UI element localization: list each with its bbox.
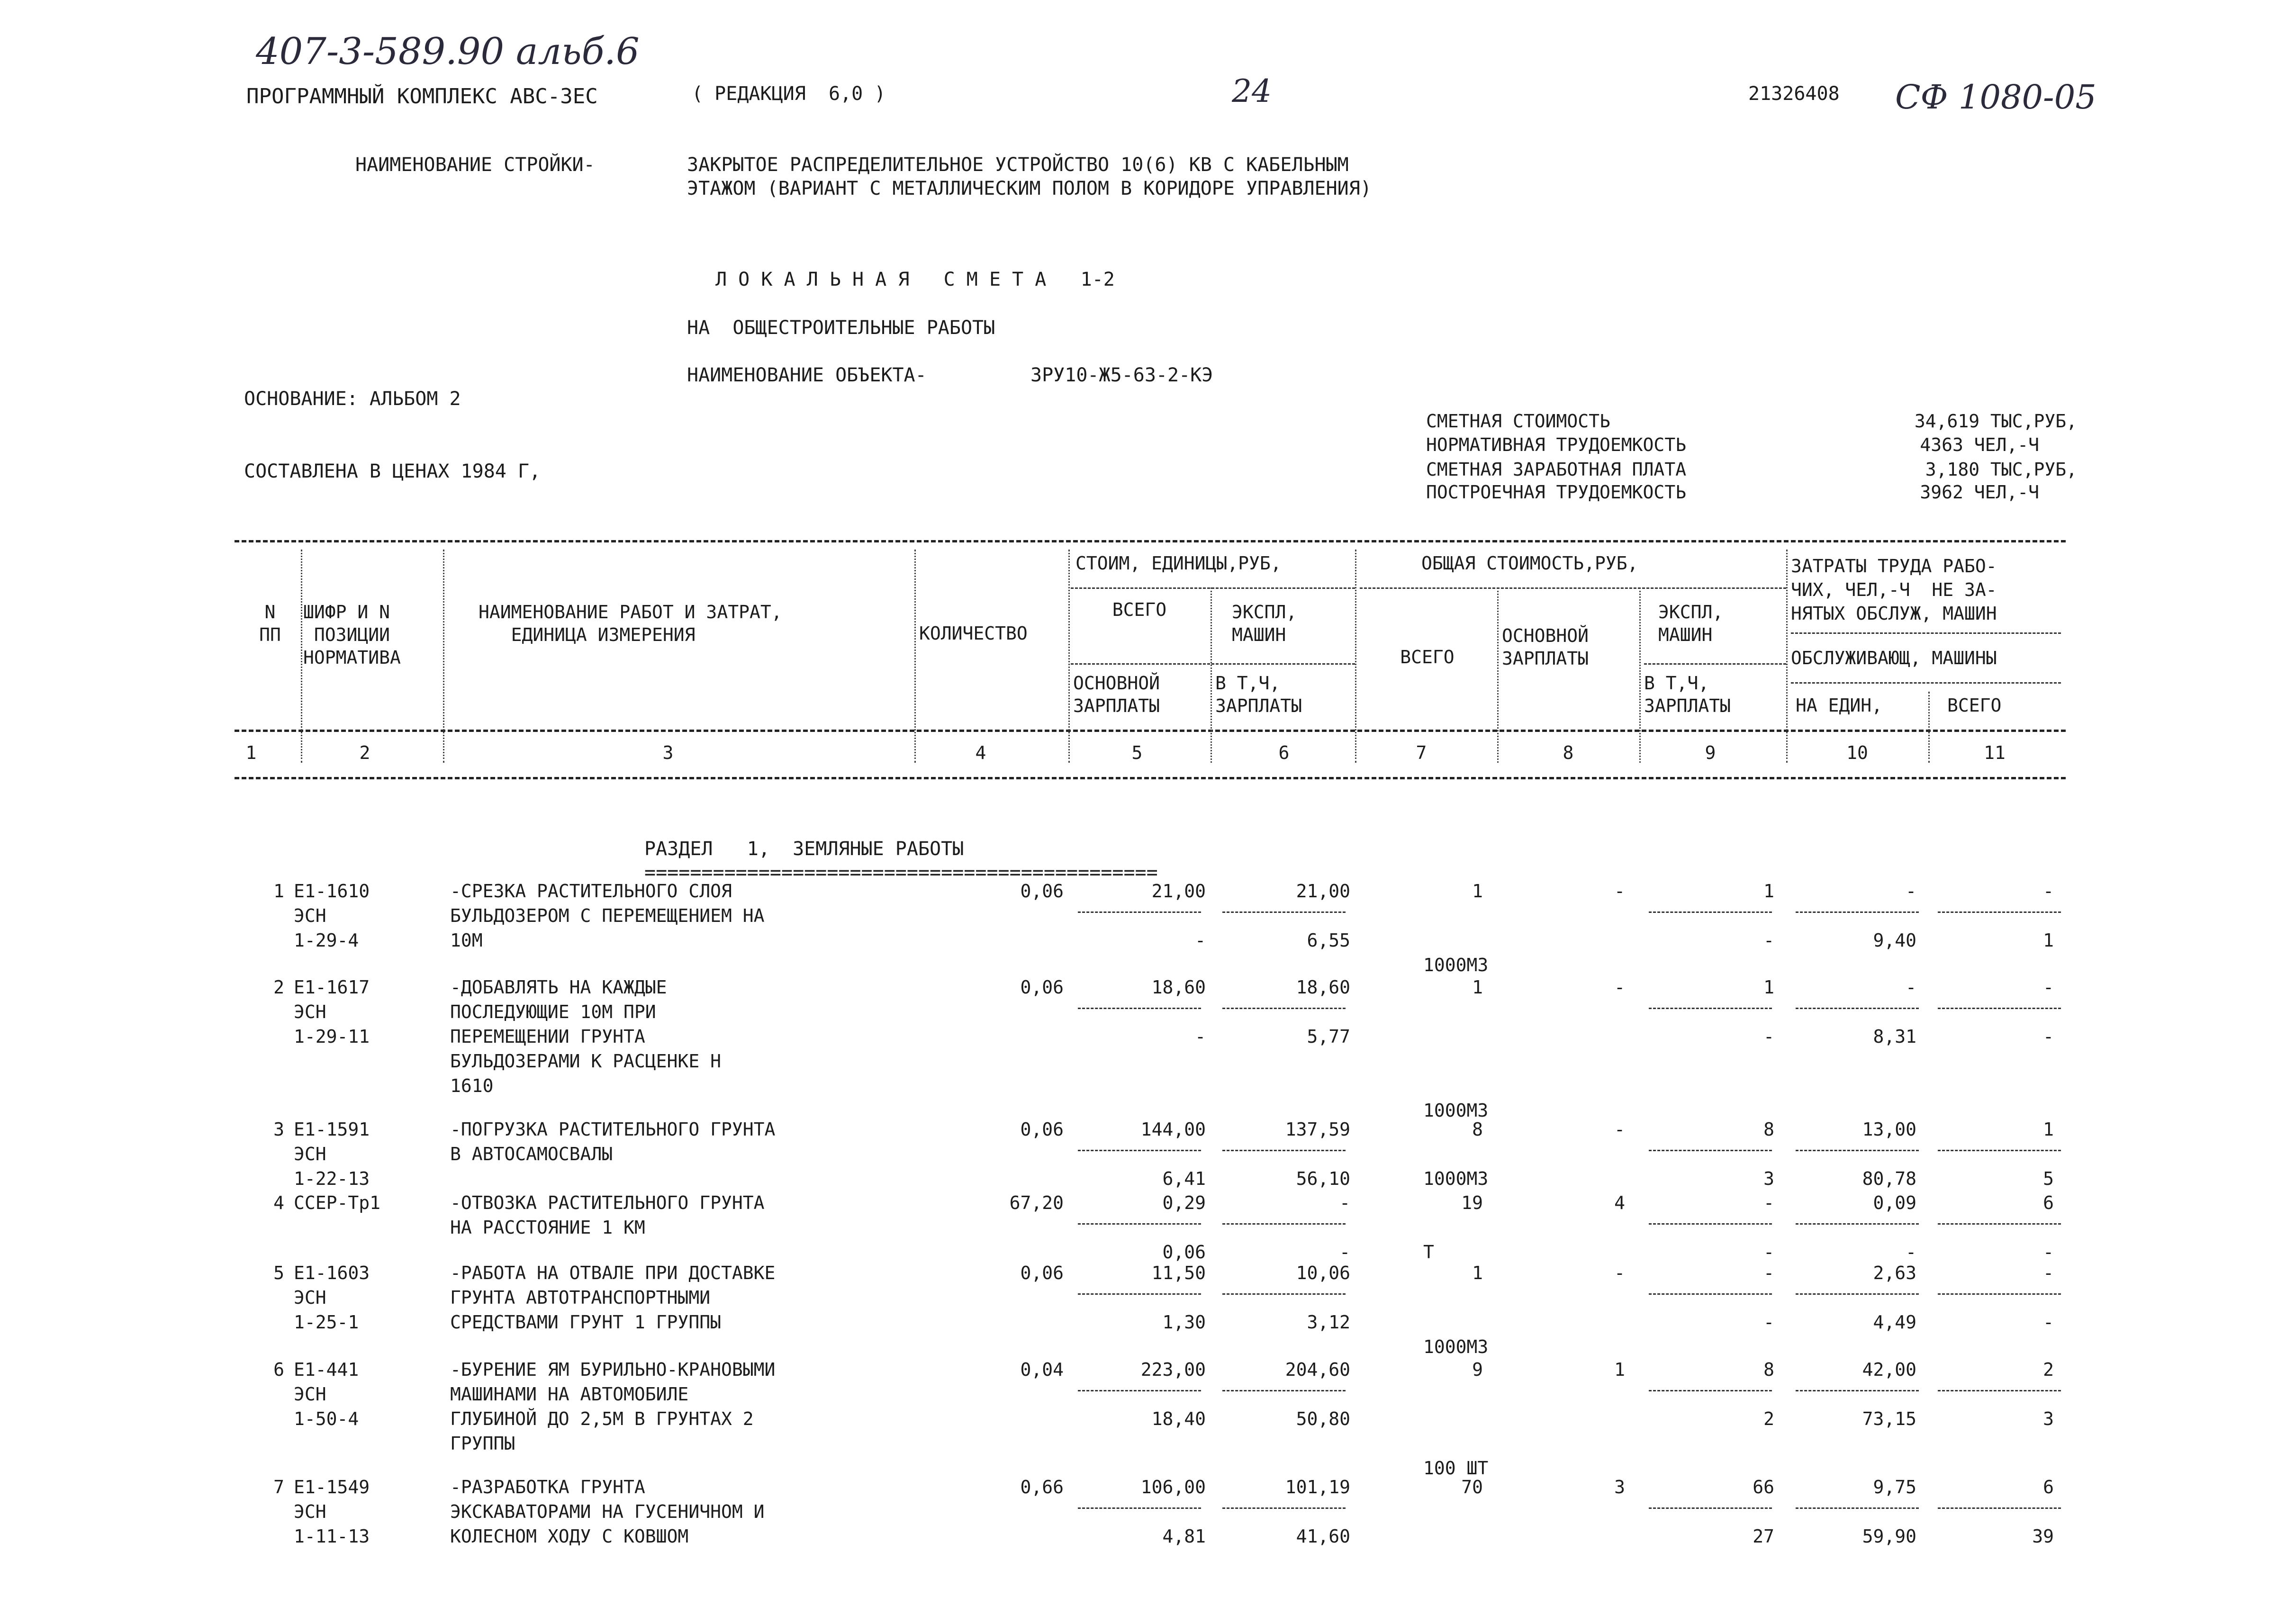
col-divider [301, 550, 302, 763]
header-labor-service: ОБСЛУЖИВАЮЩ, МАШИНЫ [1791, 648, 1997, 668]
row-code: Е1-441 [294, 1359, 359, 1380]
row-unit: 1000М3 [1423, 1336, 1489, 1357]
row-work-name: -СРЕЗКА РАСТИТЕЛЬНОГО СЛОЯ [450, 881, 732, 902]
section-title: РАЗДЕЛ 1, ЗЕМЛЯНЫЕ РАБОТЫ [644, 838, 964, 860]
album-code-handwritten: 407-3-589.90 альб.6 [256, 30, 640, 73]
row-quantity: 0,06 [1020, 977, 1064, 998]
col-divider [1355, 550, 1356, 763]
row-work-name: ГРУППЫ [450, 1433, 515, 1454]
construction-line-2: ЭТАЖОМ (ВАРИАНТ С МЕТАЛЛИЧЕСКИМ ПОЛОМ В КОРИДОРЕ УПРАВЛЕНИЯ) [687, 178, 1372, 199]
row-code: Е1-1603 [294, 1263, 370, 1283]
row-subtotal-rule [1078, 1507, 1201, 1509]
header-unit-cost: СТОИМ, ЕДИНИЦЫ,РУБ, [1075, 553, 1282, 574]
row-total-incl-salary: - [1763, 1312, 1774, 1333]
row-work-name: -БУРЕНИЕ ЯМ БУРИЛЬНО-КРАНОВЫМИ [450, 1359, 776, 1380]
row-labor-per-unit: - [1906, 881, 1916, 902]
row-unit-total: 144,00 [1140, 1119, 1206, 1140]
header-unit-machines: ЭКСПЛ, МАШИН [1232, 602, 1297, 645]
row-subtotal-rule [1938, 1293, 2061, 1295]
col-divider [914, 550, 916, 763]
row-subtotal-rule [1938, 1507, 2061, 1509]
col-divider [443, 550, 444, 763]
row-total-all: 1 [1472, 977, 1483, 998]
row-machine-labor-per-unit: 73,15 [1862, 1408, 1916, 1429]
section-underline: ============================================= [644, 862, 1158, 884]
header-unit-base-salary: ОСНОВНОЙ ЗАРПЛАТЫ [1073, 673, 1160, 716]
subheader-rule [1071, 587, 1355, 589]
row-total-base-salary: - [1614, 1263, 1625, 1283]
row-unit-base-salary: 1,30 [1162, 1312, 1206, 1333]
row-subtotal-rule [1938, 1150, 2061, 1151]
row-total-machines: 8 [1763, 1359, 1774, 1380]
row-subtotal-rule [1649, 911, 1772, 913]
row-work-name: КОЛЕСНОМ ХОДУ С КОВШОМ [450, 1526, 689, 1547]
row-quantity: 0,04 [1020, 1359, 1064, 1380]
row-unit-machines: 21,00 [1296, 881, 1350, 902]
program-name: ПРОГРАММНЫЙ КОМПЛЕКС АВС-3ЕС [246, 84, 598, 108]
row-total-all: 1 [1472, 1263, 1483, 1283]
row-subtotal-rule [1649, 1223, 1772, 1225]
row-total-base-salary: - [1614, 977, 1625, 998]
row-total-base-salary: 3 [1614, 1477, 1625, 1498]
column-number: 6 [1278, 742, 1290, 763]
column-number: 1 [245, 742, 257, 763]
row-code: 1-29-11 [294, 1026, 370, 1047]
row-code: Е1-1591 [294, 1119, 370, 1140]
subheader-rule [1360, 587, 1786, 589]
row-work-name: СРЕДСТВАМИ ГРУНТ 1 ГРУППЫ [450, 1312, 721, 1333]
row-code: 1-25-1 [294, 1312, 359, 1333]
row-code: ЭСН [294, 1384, 326, 1405]
summary-label: СМЕТНАЯ СТОИМОСТЬ [1426, 411, 1610, 432]
object-value: ЗРУ10-Ж5-63-2-КЭ [1030, 364, 1213, 386]
row-unit-total: 0,29 [1162, 1192, 1206, 1213]
header-total-all: ВСЕГО [1400, 647, 1455, 668]
row-machine-labor-total: 3 [2043, 1408, 2054, 1429]
edition: ( РЕДАКЦИЯ 6,0 ) [692, 83, 886, 105]
row-work-name: НА РАССТОЯНИЕ 1 КМ [450, 1217, 645, 1238]
row-work-name: 10М [450, 930, 483, 951]
row-labor-per-unit: 0,09 [1873, 1192, 1916, 1213]
row-subtotal-rule [1222, 911, 1346, 913]
row-unit-base-salary: 6,41 [1162, 1168, 1206, 1189]
row-unit: Т [1423, 1242, 1434, 1263]
column-number: 2 [359, 742, 370, 763]
row-total-all: 8 [1472, 1119, 1483, 1140]
row-subtotal-rule [1078, 1223, 1201, 1225]
row-total-base-salary: 1 [1614, 1359, 1625, 1380]
row-code: Е1-1610 [294, 881, 370, 902]
row-work-name: ПОСЛЕДУЮЩИЕ 10М ПРИ [450, 1001, 656, 1022]
summary-value: 4363 ЧЕЛ,-Ч [1920, 434, 2039, 455]
column-number: 3 [662, 742, 674, 763]
row-unit: 1000М3 [1423, 1100, 1489, 1121]
row-subtotal-rule [1938, 1223, 2061, 1225]
row-work-name: ЭКСКАВАТОРАМИ НА ГУСЕНИЧНОМ И [450, 1501, 765, 1522]
row-labor-total: - [2043, 881, 2054, 902]
row-unit-machines: 101,19 [1285, 1477, 1350, 1498]
row-code: ЭСН [294, 1501, 326, 1522]
basis: ОСНОВАНИЕ: АЛЬБОМ 2 [244, 388, 461, 410]
row-total-base-salary: - [1614, 1119, 1625, 1140]
subheader-rule [1791, 682, 2061, 684]
row-machine-labor-per-unit: 9,40 [1873, 930, 1916, 951]
table-top-rule [235, 540, 2066, 542]
summary-value: 3962 ЧЕЛ,-Ч [1920, 482, 2039, 503]
row-subtotal-rule [1649, 1293, 1772, 1295]
row-quantity: 0,06 [1020, 881, 1064, 902]
row-code: Е1-1549 [294, 1477, 370, 1498]
row-number: 7 [273, 1477, 284, 1498]
row-unit: 1000М3 [1423, 1168, 1489, 1189]
row-unit-total: 21,00 [1151, 881, 1206, 902]
row-unit-base-salary: - [1195, 1026, 1206, 1047]
row-unit-incl-salary: 5,77 [1307, 1026, 1350, 1047]
row-unit-incl-salary: 3,12 [1307, 1312, 1350, 1333]
row-subtotal-rule [1938, 911, 2061, 913]
row-code: 1-11-13 [294, 1526, 370, 1547]
document-title: Л О К А Л Ь Н А Я С М Е Т А 1-2 [715, 269, 1115, 290]
row-total-incl-salary: 27 [1753, 1526, 1774, 1547]
row-machine-labor-per-unit: 8,31 [1873, 1026, 1916, 1047]
row-subtotal-rule [1222, 1507, 1346, 1509]
col-divider [1068, 550, 1070, 763]
row-subtotal-rule [1222, 1008, 1346, 1009]
row-code: 1-22-13 [294, 1168, 370, 1189]
row-labor-per-unit: 13,00 [1862, 1119, 1916, 1140]
header-col-4: КОЛИЧЕСТВО [919, 623, 1028, 644]
row-unit-machines: 10,06 [1296, 1263, 1350, 1283]
row-total-all: 19 [1461, 1192, 1483, 1213]
header-total-cost: ОБЩАЯ СТОИМОСТЬ,РУБ, [1421, 553, 1638, 574]
row-machine-labor-per-unit: 80,78 [1862, 1168, 1916, 1189]
row-unit-incl-salary: 6,55 [1307, 930, 1350, 951]
row-machine-labor-total: - [2043, 1026, 2054, 1047]
summary-label: ПОСТРОЕЧНАЯ ТРУДОЕМКОСТЬ [1426, 482, 1687, 503]
table-header-rule [235, 730, 2066, 732]
subheader-rule [1071, 663, 1355, 665]
row-code: ЭСН [294, 1001, 326, 1022]
header-labor-total: ВСЕГО [1947, 695, 2002, 716]
column-number: 9 [1705, 742, 1716, 763]
row-labor-total: 2 [2043, 1359, 2054, 1380]
row-number: 4 [273, 1192, 284, 1213]
row-labor-total: 6 [2043, 1192, 2054, 1213]
row-subtotal-rule [1078, 1150, 1201, 1151]
row-unit-base-salary: 0,06 [1162, 1242, 1206, 1263]
row-subtotal-rule [1222, 1150, 1346, 1151]
row-subtotal-rule [1078, 1008, 1201, 1009]
header-col-2: ШИФР И N ПОЗИЦИИ НОРМАТИВА [303, 602, 401, 668]
row-unit-total: 18,60 [1151, 977, 1206, 998]
row-work-name: -ДОБАВЛЯТЬ НА КАЖДЫЕ [450, 977, 667, 998]
row-unit-base-salary: 18,40 [1151, 1408, 1206, 1429]
row-unit-total: 106,00 [1140, 1477, 1206, 1498]
column-number: 8 [1563, 742, 1574, 763]
row-labor-per-unit: 2,63 [1873, 1263, 1916, 1283]
header-labor-per-unit: НА ЕДИН, [1796, 695, 1883, 716]
header-labor-group: ЗАТРАТЫ ТРУДА РАБО- ЧИХ, ЧЕЛ,-Ч НЕ ЗА- НЯТЫХ ОБСЛУЖ, МАШИН [1791, 556, 1997, 624]
row-subtotal-rule [1796, 1223, 1919, 1225]
summary-label: СМЕТНАЯ ЗАРАБОТНАЯ ПЛАТА [1426, 459, 1687, 480]
row-code: ЭСН [294, 905, 326, 926]
column-number: 7 [1416, 742, 1427, 763]
row-labor-per-unit: 9,75 [1873, 1477, 1916, 1498]
row-work-name: ПЕРЕМЕЩЕНИИ ГРУНТА [450, 1026, 645, 1047]
row-code: ЭСН [294, 1144, 326, 1164]
row-subtotal-rule [1796, 1293, 1919, 1295]
row-work-name: 1610 [450, 1075, 494, 1096]
row-labor-per-unit: - [1906, 977, 1916, 998]
row-total-all: 9 [1472, 1359, 1483, 1380]
row-code: ССЕР-Тр1 [294, 1192, 381, 1213]
row-labor-per-unit: 42,00 [1862, 1359, 1916, 1380]
construction-label: НАИМЕНОВАНИЕ СТРОЙКИ- [355, 154, 595, 176]
row-unit-incl-salary: - [1339, 1242, 1350, 1263]
row-quantity: 67,20 [1009, 1192, 1064, 1213]
page-number-handwritten: 24 [1232, 73, 1272, 109]
table-numbers-rule [235, 777, 2066, 779]
row-unit-machines: 204,60 [1285, 1359, 1350, 1380]
price-level: СОСТАВЛЕНА В ЦЕНАХ 1984 Г, [244, 460, 541, 482]
row-unit-machines: 18,60 [1296, 977, 1350, 998]
row-number: 5 [273, 1263, 284, 1283]
summary-value: 3,180 ТЫС,РУБ, [1925, 459, 2077, 480]
row-subtotal-rule [1078, 911, 1201, 913]
header-total-base-salary: ОСНОВНОЙ ЗАРПЛАТЫ [1502, 625, 1589, 669]
row-work-name: МАШИНАМИ НА АВТОМОБИЛЕ [450, 1384, 689, 1405]
row-work-name: ГРУНТА АВТОТРАНСПОРТНЫМИ [450, 1287, 711, 1308]
row-subtotal-rule [1796, 1507, 1919, 1509]
column-number: 4 [975, 742, 986, 763]
row-subtotal-rule [1649, 1008, 1772, 1009]
row-machine-labor-per-unit: 4,49 [1873, 1312, 1916, 1333]
row-machine-labor-per-unit: 59,90 [1862, 1526, 1916, 1547]
row-number: 2 [273, 977, 284, 998]
header-col-1: N ПП [259, 602, 281, 645]
summary-label: НОРМАТИВНАЯ ТРУДОЕМКОСТЬ [1426, 434, 1687, 455]
construction-line-1: ЗАКРЫТОЕ РАСПРЕДЕЛИТЕЛЬНОЕ УСТРОЙСТВО 10(6) КВ С КАБЕЛЬНЫМ [687, 154, 1349, 176]
row-subtotal-rule [1938, 1008, 2061, 1009]
row-unit-base-salary: 4,81 [1162, 1526, 1206, 1547]
row-unit-machines: - [1339, 1192, 1350, 1213]
row-machine-labor-total: 1 [2043, 930, 2054, 951]
row-work-name: -РАБОТА НА ОТВАЛЕ ПРИ ДОСТАВКЕ [450, 1263, 776, 1283]
header-total-incl-salary: В Т,Ч, ЗАРПЛАТЫ [1644, 673, 1731, 716]
row-code: 1-50-4 [294, 1408, 359, 1429]
row-machine-labor-per-unit: - [1906, 1242, 1916, 1263]
row-total-machines: - [1763, 1263, 1774, 1283]
subheader-rule [1644, 663, 1786, 665]
row-machine-labor-total: 39 [2032, 1526, 2054, 1547]
row-subtotal-rule [1796, 1008, 1919, 1009]
row-labor-total: - [2043, 1263, 2054, 1283]
row-labor-total: 6 [2043, 1477, 2054, 1498]
row-total-machines: 1 [1763, 977, 1774, 998]
row-unit-incl-salary: 56,10 [1296, 1168, 1350, 1189]
row-unit-incl-salary: 41,60 [1296, 1526, 1350, 1547]
row-total-base-salary: 4 [1614, 1192, 1625, 1213]
col-divider [1928, 692, 1930, 763]
row-machine-labor-total: 5 [2043, 1168, 2054, 1189]
col-divider [1497, 587, 1499, 763]
stamp-code-handwritten: СФ 1080-05 [1895, 78, 2096, 117]
row-work-name: ГЛУБИНОЙ ДО 2,5М В ГРУНТАХ 2 [450, 1408, 754, 1429]
row-total-incl-salary: 3 [1763, 1168, 1774, 1189]
row-subtotal-rule [1649, 1390, 1772, 1391]
column-number: 5 [1131, 742, 1143, 763]
row-subtotal-rule [1796, 1390, 1919, 1391]
row-subtotal-rule [1078, 1390, 1201, 1391]
row-unit-total: 223,00 [1140, 1359, 1206, 1380]
row-labor-total: - [2043, 977, 2054, 998]
row-work-name: -РАЗРАБОТКА ГРУНТА [450, 1477, 645, 1498]
row-unit-total: 11,50 [1151, 1263, 1206, 1283]
col-divider [1211, 587, 1212, 763]
row-total-machines: 1 [1763, 881, 1774, 902]
row-work-name: БУЛЬДОЗЕРОМ С ПЕРЕМЕЩЕНИЕМ НА [450, 905, 765, 926]
row-code: 1-29-4 [294, 930, 359, 951]
column-number: 11 [1984, 742, 2006, 763]
row-number: 3 [273, 1119, 284, 1140]
row-code: ЭСН [294, 1287, 326, 1308]
row-subtotal-rule [1222, 1223, 1346, 1225]
row-number: 6 [273, 1359, 284, 1380]
row-number: 1 [273, 881, 284, 902]
row-work-name: -ОТВОЗКА РАСТИТЕЛЬНОГО ГРУНТА [450, 1192, 765, 1213]
row-machine-labor-total: - [2043, 1312, 2054, 1333]
row-subtotal-rule [1938, 1390, 2061, 1391]
row-unit-base-salary: - [1195, 930, 1206, 951]
row-total-machines: - [1763, 1192, 1774, 1213]
row-total-incl-salary: - [1763, 1242, 1774, 1263]
subheader-rule [1791, 632, 2061, 634]
row-subtotal-rule [1222, 1390, 1346, 1391]
row-labor-total: 1 [2043, 1119, 2054, 1140]
header-unit-total: ВСЕГО [1112, 599, 1167, 620]
row-code: Е1-1617 [294, 977, 370, 998]
row-unit: 100 ШТ [1423, 1458, 1489, 1479]
row-subtotal-rule [1649, 1150, 1772, 1151]
row-unit-incl-salary: 50,80 [1296, 1408, 1350, 1429]
column-number: 10 [1846, 742, 1868, 763]
header-unit-incl-salary: В Т,Ч, ЗАРПЛАТЫ [1215, 673, 1302, 716]
col-divider [1639, 587, 1641, 763]
row-subtotal-rule [1222, 1293, 1346, 1295]
object-label: НАИМЕНОВАНИЕ ОБЪЕКТА- [687, 364, 927, 386]
row-total-all: 1 [1472, 881, 1483, 902]
row-subtotal-rule [1796, 1150, 1919, 1151]
row-work-name: БУЛЬДОЗЕРАМИ К РАСЦЕНКЕ Н [450, 1051, 721, 1072]
document-code: 21326408 [1748, 83, 1840, 105]
row-total-machines: 66 [1753, 1477, 1774, 1498]
summary-value: 34,619 ТЫС,РУБ, [1914, 411, 2077, 432]
row-total-base-salary: - [1614, 881, 1625, 902]
row-subtotal-rule [1796, 911, 1919, 913]
row-total-incl-salary: - [1763, 1026, 1774, 1047]
row-unit-machines: 137,59 [1285, 1119, 1350, 1140]
row-quantity: 0,66 [1020, 1477, 1064, 1498]
row-subtotal-rule [1649, 1507, 1772, 1509]
row-work-name: -ПОГРУЗКА РАСТИТЕЛЬНОГО ГРУНТА [450, 1119, 776, 1140]
row-total-all: 70 [1461, 1477, 1483, 1498]
row-quantity: 0,06 [1020, 1119, 1064, 1140]
row-total-incl-salary: - [1763, 930, 1774, 951]
row-unit: 1000М3 [1423, 955, 1489, 975]
row-quantity: 0,06 [1020, 1263, 1064, 1283]
row-total-machines: 8 [1763, 1119, 1774, 1140]
row-subtotal-rule [1078, 1293, 1201, 1295]
row-total-incl-salary: 2 [1763, 1408, 1774, 1429]
col-divider [1786, 550, 1788, 763]
header-col-3: НАИМЕНОВАНИЕ РАБОТ И ЗАТРАТ, ЕДИНИЦА ИЗМЕРЕНИЯ [479, 602, 782, 645]
row-work-name: В АВТОСАМОСВАЛЫ [450, 1144, 613, 1164]
document-subtitle: НА ОБЩЕСТРОИТЕЛЬНЫЕ РАБОТЫ [687, 317, 995, 339]
row-machine-labor-total: - [2043, 1242, 2054, 1263]
header-total-machines: ЭКСПЛ, МАШИН [1658, 602, 1724, 645]
